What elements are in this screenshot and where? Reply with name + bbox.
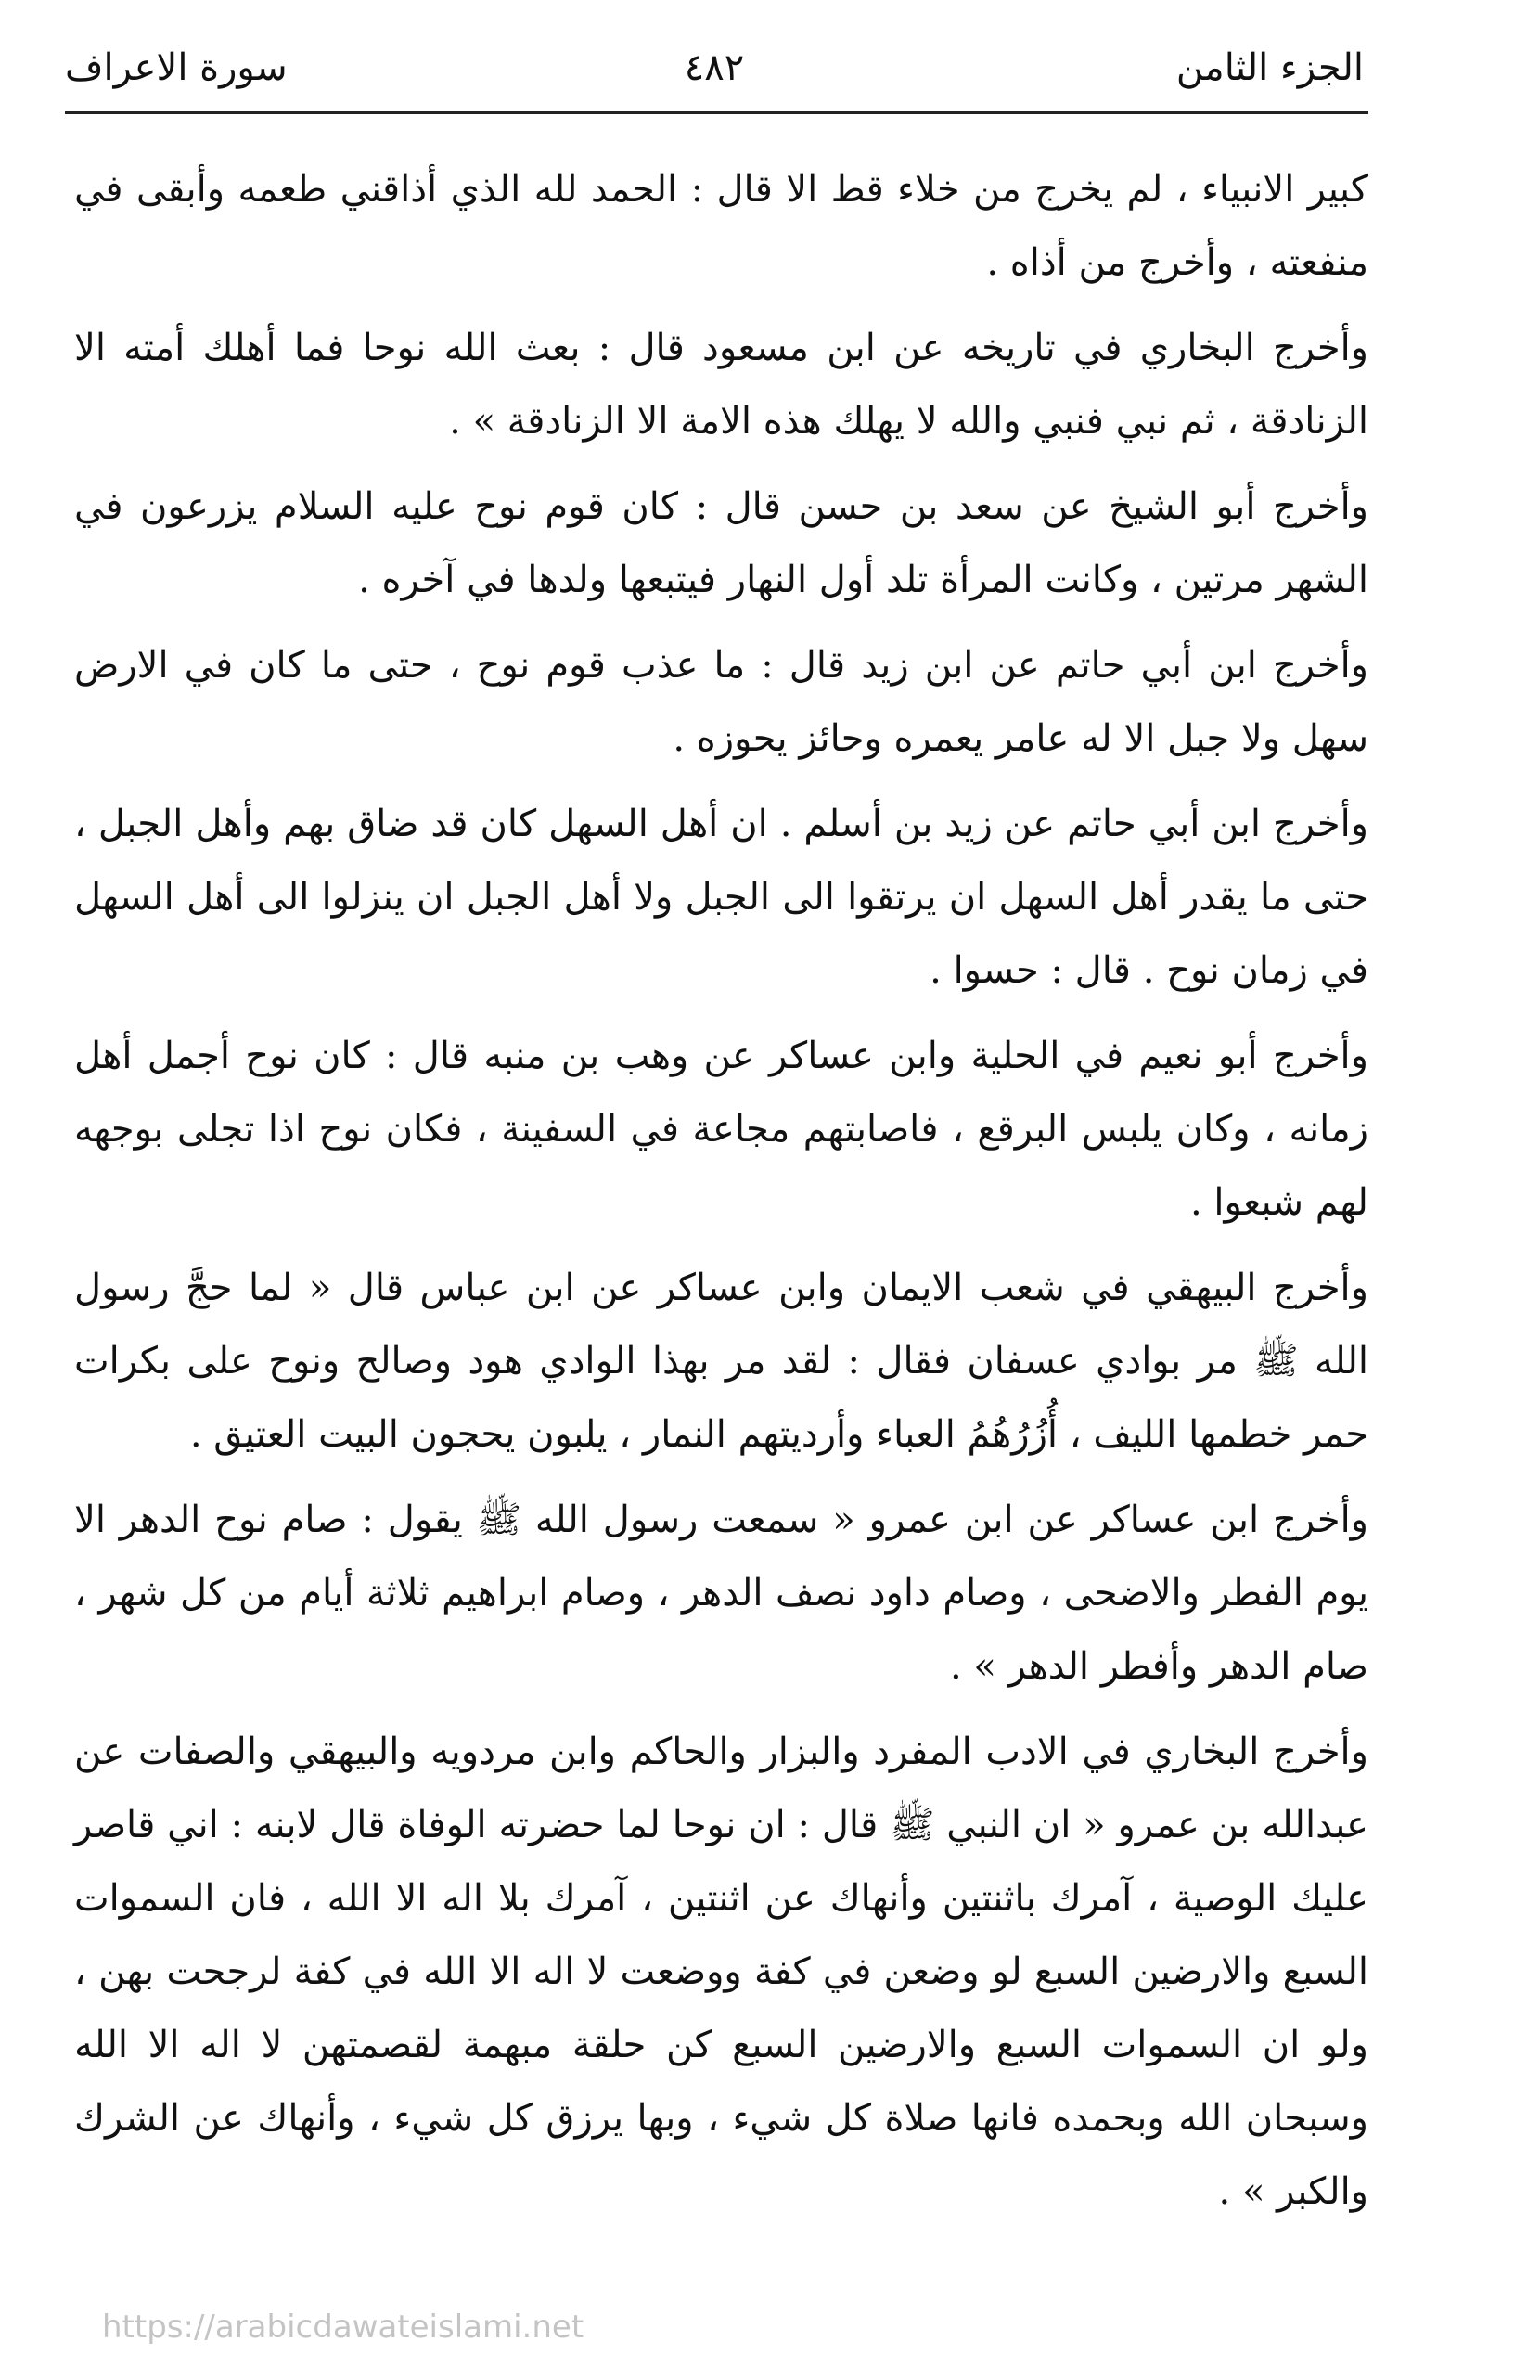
paragraph: وأخرج أبو نعيم في الحلية وابن عساكر عن وهب بن منبه قال : كان نوح أجمل أهل زمانه ، وكان يلبس البرقع ، فاصابتهم مجاعة في السفينة ، فكان نوح اذا تجلى بوجهه لهم شبعوا . bbox=[74, 1035, 1368, 1224]
paragraph: وأخرج البخاري في الادب المفرد والبزار والحاكم وابن مردويه والبيهقي والصفات عن عبدالله بن عمرو « ان النبي ﷺ قال : ان نوحا لما حضرته الوفاة قال لابنه : اني قاصر عليك الوصية ، آمرك باثنتين وأنهاك عن اثنتين ، آمرك بلا اله الا الله ، فان السموات السبع والارضين السبع لو وضعن في كفة ووضعت لا اله الا الله في كفة لرجحت بهن ، ولو ان السموات السبع والارضين السبع كن حلقة مبهمة لقصمتهن لا اله الا الله وسبحان الله وبحمده فانها صلاة كل شيء ، وبها يرزق كل شيء ، وأنهاك عن الشرك والكبر » . bbox=[74, 1730, 1368, 2213]
paragraph: وأخرج البيهقي في شعب الايمان وابن عساكر عن ابن عباس قال « لما حجَّ رسول الله ﷺ مر بوادي عسفان فقال : لقد مر بهذا الوادي هود وصالح ونوح على بكرات حمر خطمها الليف ، أُزُرُهُمُ العباء وأرديتهم النمار ، يلبون يحجون البيت العتيق . bbox=[74, 1267, 1368, 1456]
body-text bbox=[74, 153, 1368, 2229]
paragraph: وأخرج ابن أبي حاتم عن زيد بن أسلم . ان أهل السهل كان قد ضاق بهم وأهل الجبل ، حتى ما يقدر أهل السهل ان يرتقوا الى الجبل ولا أهل الجبل ان ينزلوا الى أهل السهل في زمان نوح . قال : حسوا . bbox=[74, 803, 1368, 992]
paragraph: وأخرج ابن عساكر عن ابن عمرو « سمعت رسول الله ﷺ يقول : صام نوح الدهر الا يوم الفطر والاضحى ، وصام داود نصف الدهر ، وصام ابراهيم ثلاثة أيام من كل شهر ، صام الدهر وأفطر الدهر » . bbox=[74, 1499, 1368, 1688]
page-number: ٤٨٢ bbox=[684, 46, 745, 89]
paragraph: وأخرج البخاري في تاريخه عن ابن مسعود قال : بعث الله نوحا فما أهلك أمته الا الزنادقة ، ثم نبي فنبي والله لا يهلك هذه الامة الا الزنادقة » . bbox=[74, 327, 1368, 443]
page-header bbox=[65, 26, 1364, 109]
watermark-url: https://arabicdawateislami.net bbox=[102, 2309, 584, 2346]
paragraph: وأخرج أبو الشيخ عن سعد بن حسن قال : كان قوم نوح عليه السلام يزرعون في الشهر مرتين ، وكانت المرأة تلد أول النهار فيتبعها ولدها في آخره . bbox=[74, 485, 1368, 601]
surah-title: سورة الاعراف bbox=[65, 46, 288, 89]
header-divider bbox=[65, 111, 1368, 114]
part-title: الجزء الثامن bbox=[1175, 46, 1364, 89]
paragraph: كبير الانبياء ، لم يخرج من خلاء قط الا قال : الحمد لله الذي أذاقني طعمه وأبقى في منفعته ، وأخرج من أذاه . bbox=[74, 168, 1368, 284]
paragraph: وأخرج ابن أبي حاتم عن ابن زيد قال : ما عذب قوم نوح ، حتى ما كان في الارض سهل ولا جبل الا له عامر يعمره وحائز يحوزه . bbox=[74, 644, 1368, 760]
